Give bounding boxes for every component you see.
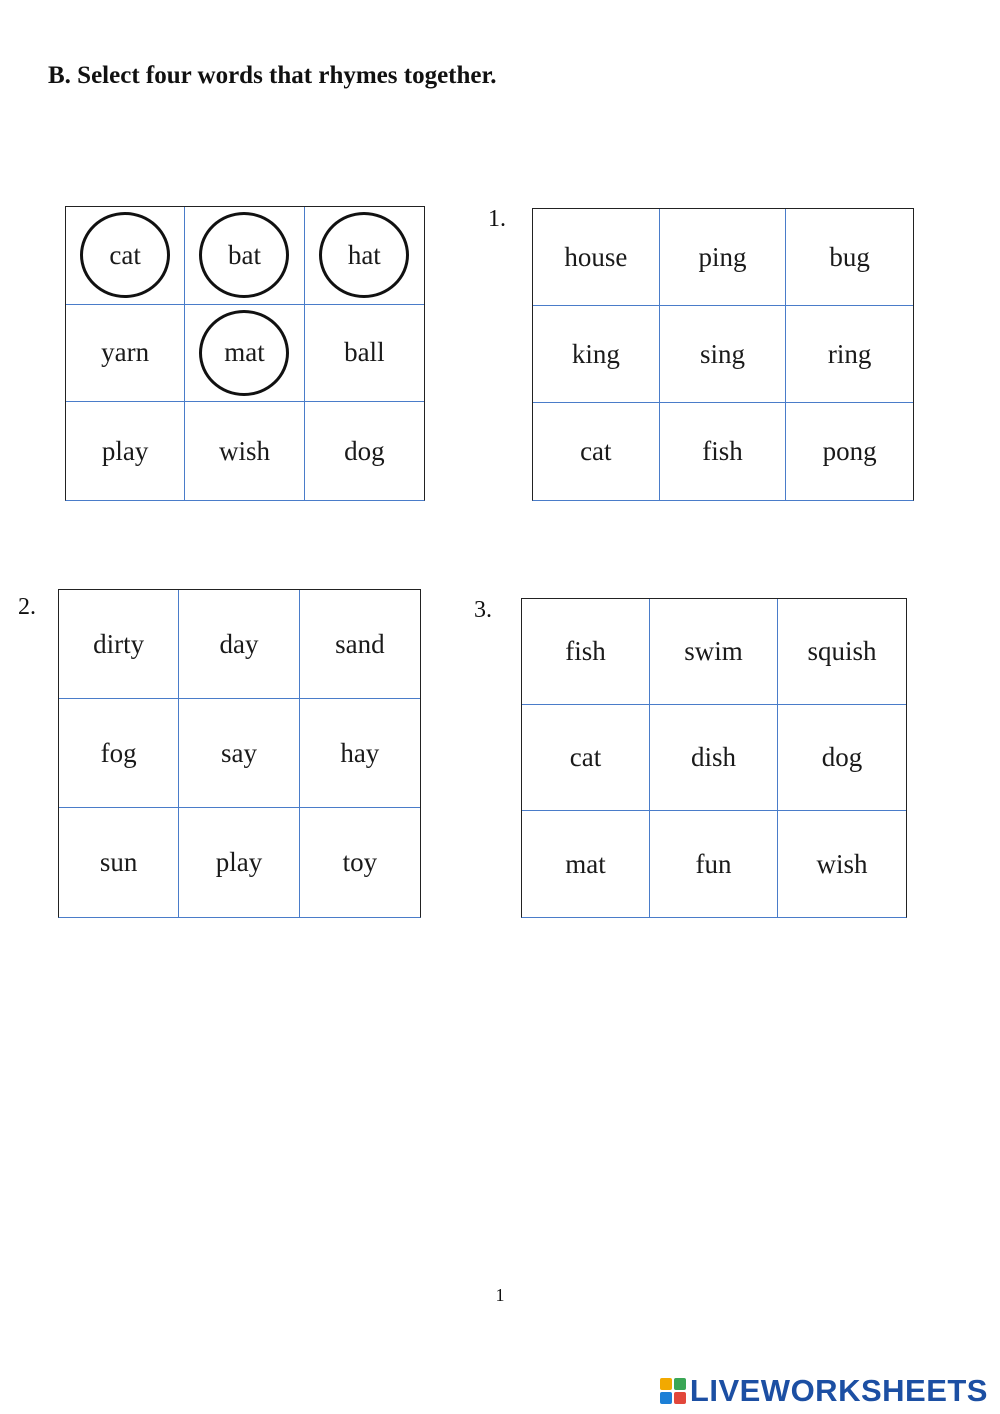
word-label: ping [698,241,747,272]
word-cell[interactable] [786,306,913,403]
word-label: cat [580,436,612,466]
word-cell[interactable] [522,811,650,917]
word-cell[interactable] [300,590,420,699]
word-label: yarn [101,337,150,368]
logo-square-2 [674,1378,686,1390]
word-cell[interactable] [650,599,778,705]
word-cell[interactable] [305,402,424,500]
word-label: cat [109,239,141,270]
word-label: toy [342,847,378,877]
word-label: ring [827,338,872,369]
word-label: mat [224,337,265,368]
logo-text: LIVEWORKSHEETS [689,1373,988,1408]
word-grid-1 [532,208,914,501]
word-label: mat [565,848,606,879]
word-label: hat [347,239,381,270]
word-cell[interactable] [533,403,660,500]
word-label: wish [218,435,270,466]
word-label: sand [335,628,385,659]
word-label: sun [99,847,138,877]
word-cell[interactable] [185,207,304,305]
instruction-title: B. Select four words that rhymes together. [48,62,497,89]
word-cell[interactable] [778,599,906,705]
word-cell[interactable] [778,705,906,811]
word-cell[interactable] [185,305,304,403]
word-grid-2 [58,589,421,918]
word-label: fun [695,848,732,879]
word-label: dog [821,742,863,772]
word-label: say [220,737,257,768]
word-cell[interactable] [300,808,420,917]
word-cell[interactable] [59,590,179,699]
word-cell[interactable] [650,705,778,811]
word-label: day [219,628,259,659]
liveworksheets-logo-icon [660,1378,686,1404]
word-cell[interactable] [786,209,913,306]
word-cell[interactable] [179,590,299,699]
word-cell[interactable] [300,699,420,808]
word-cell[interactable] [533,209,660,306]
word-cell[interactable] [522,599,650,705]
logo-square-1 [660,1378,672,1390]
word-cell[interactable] [660,306,787,403]
word-label: hay [340,737,380,768]
word-label: dog [344,435,385,466]
liveworksheets-logo [660,1373,988,1409]
word-cell[interactable] [66,402,185,500]
word-cell[interactable] [179,808,299,917]
word-cell[interactable] [660,403,787,500]
question-number-2: 2. [18,594,36,620]
word-cell[interactable] [59,808,179,917]
word-label: dirty [93,628,145,659]
word-label: ball [344,337,385,368]
word-cell[interactable] [660,209,787,306]
word-label: bug [829,241,870,272]
word-cell[interactable] [522,705,650,811]
word-label: squish [807,636,877,666]
word-grid-3 [521,598,907,918]
word-label: cat [569,742,602,772]
page-number: 1 [495,1285,505,1305]
word-label: fish [565,636,606,666]
word-label: pong [822,436,877,466]
word-label: dish [690,742,736,772]
word-cell[interactable] [778,811,906,917]
example-word-grid [65,206,425,501]
word-cell[interactable] [305,207,424,305]
word-cell[interactable] [533,306,660,403]
logo-square-4 [674,1392,686,1404]
word-cell[interactable] [185,402,304,500]
word-cell[interactable] [179,699,299,808]
word-label: fish [702,436,743,466]
word-label: fog [100,737,137,768]
word-cell[interactable] [786,403,913,500]
logo-square-3 [660,1392,672,1404]
word-label: bat [227,239,261,270]
word-label: king [571,338,620,369]
word-cell[interactable] [66,305,185,403]
word-cell[interactable] [59,699,179,808]
word-label: swim [684,636,743,666]
word-label: play [215,847,263,877]
word-cell[interactable] [66,207,185,305]
word-cell[interactable] [305,305,424,403]
word-label: house [564,241,628,272]
question-number-1: 1. [488,206,506,232]
question-number-3: 3. [474,597,492,623]
word-label: wish [816,848,868,879]
word-label: sing [699,338,745,369]
word-label: play [101,435,149,466]
word-cell[interactable] [650,811,778,917]
